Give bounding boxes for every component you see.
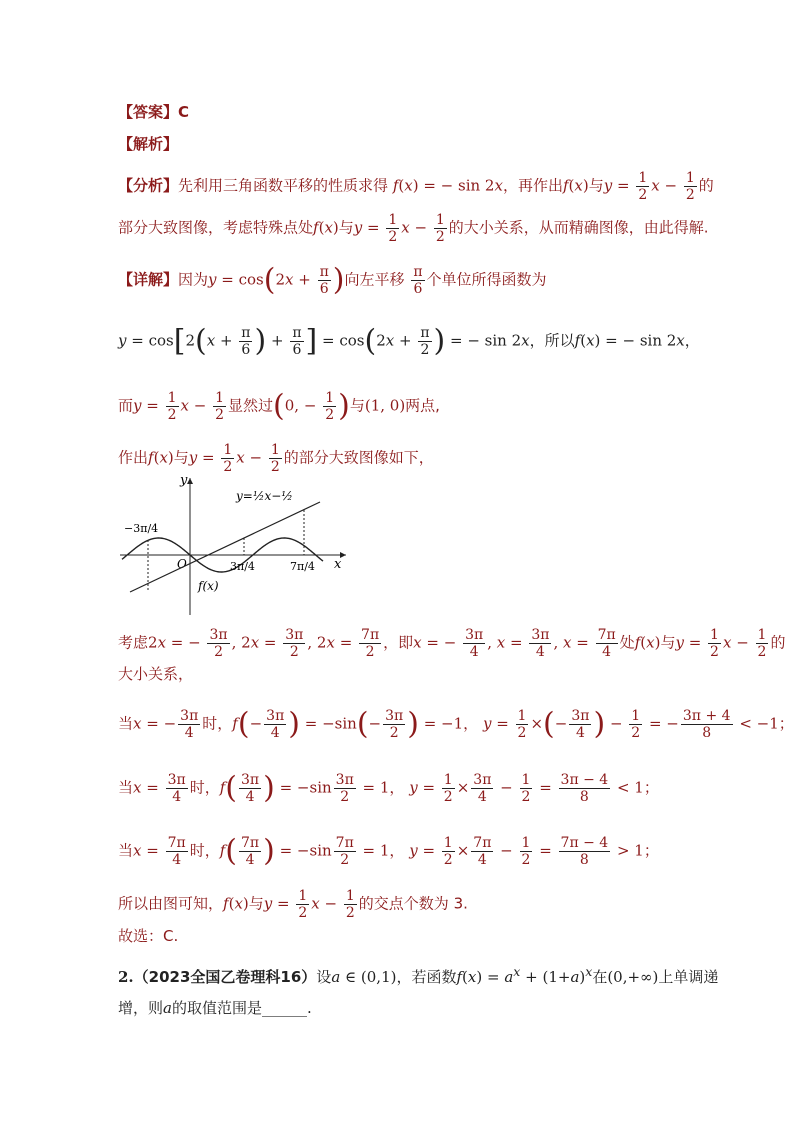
- problem-number: 2.: [118, 968, 134, 986]
- answer-label: 【答案】: [118, 103, 179, 121]
- fenxi-text-7: 的大小关系，从而精确图像，由此得解.: [448, 218, 709, 237]
- fenxi-text-2: ，再作出: [502, 176, 563, 195]
- tick-1-label: 3π/4: [230, 560, 255, 573]
- problem2-text-6: 的取值范围是: [171, 999, 262, 1017]
- xiangjie-text-3: 个单位所得函数为: [426, 270, 547, 289]
- case-3: 当x = $\frac{7\pi}{4}$ 时，f( $\frac{7\pi}{4}$ ) = −sin $\frac{7\pi}{2}$ = 1， y = $\frac{1}{2}$ × $\frac{7\pi}{4}$ − $\frac{1}{2}$ = $\frac{7\pi - 4}{8}$ > 1；: [118, 833, 659, 869]
- line7-text-1: 作出: [118, 448, 149, 467]
- fenxi-text-5: 部分大致图像，考虑特殊点处: [118, 218, 314, 237]
- problem-2-line-2: 增，则a的取值范围是______.: [118, 999, 312, 1017]
- line8-text-5: 的: [770, 633, 786, 652]
- case1-text-2: 时，: [202, 714, 233, 733]
- fenxi-text-1: 先利用三角函数平移的性质求得: [178, 176, 389, 195]
- consider-line: 考虑2x = − $\frac{3\pi}{2}$ , 2x = $\frac{3\pi}{2}$ , 2x = $\frac{7\pi}{2}$ ，即x = − $\frac{3\pi}{4}$ , x = $\frac{3\pi}{4}$ , x = $\frac{7\pi}{4}$ 处f(x)与y = $\frac{1}{2}$ x − $\frac{1}{2}$ 的: [118, 627, 786, 660]
- case-1: 当x = − $\frac{3\pi}{4}$ 时，f(− $\frac{3\pi}{4}$ ) = −sin(− $\frac{3\pi}{2}$ ) = −1， y = $\frac{1}{2}$ ×(− $\frac{3\pi}{4}$ ) − $\frac{1}{2}$ = − $\frac{3\pi + 4}{8}$ < −1；: [118, 706, 794, 742]
- case3-text-1: 当: [118, 841, 134, 860]
- problem2-text-2: ，若函数: [396, 968, 457, 986]
- problem-2-line-1: 2.（2023全国乙卷理科16）设a ∈ (0,1)，若函数$f(x) = a^x + (1+a)^x$在(0,+∞)上单调递: [118, 964, 719, 986]
- choose-line: 故选：C.: [118, 927, 179, 945]
- function-graph: [118, 470, 358, 618]
- case2-text-2: 时，: [189, 778, 220, 797]
- answer-blank[interactable]: ______.: [261, 999, 312, 1017]
- fenxi-text-4: 的: [698, 176, 714, 195]
- tick-neg-label: −3π/4: [124, 522, 159, 535]
- line6-text-1: 而: [118, 396, 134, 415]
- line8-text-2: ，即: [383, 633, 414, 652]
- conclusion-line: 所以由图可知，f(x)与y = $\frac{1}{2}$ x − $\frac{1}{2}$ 的交点个数为 3.: [118, 888, 468, 921]
- xiangjie-text-2: 向左平移: [344, 270, 405, 289]
- x-axis-label: x: [334, 557, 342, 572]
- analysis-label: 【解析】: [118, 135, 179, 153]
- y-axis-label: y: [180, 473, 188, 488]
- problem2-text-4: 上单调递: [658, 968, 719, 986]
- problem2-text-1: 设: [316, 968, 332, 986]
- case3-text-2: 时，: [189, 841, 220, 860]
- derivation-suffix: ，所以: [529, 331, 575, 350]
- answer-value: C: [178, 103, 190, 121]
- fenxi-text-3: 与: [588, 176, 604, 195]
- line-passes-points: 而y = $\frac{1}{2}$ x − $\frac{1}{2}$ 显然过(0, − $\frac{1}{2}$ )与(1, 0)两点,: [118, 388, 440, 424]
- draw-graph-line: 作出f(x)与y = $\frac{1}{2}$ x − $\frac{1}{2}$ 的部分大致图像如下，: [118, 442, 434, 475]
- line8-text-1: 考虑: [118, 633, 149, 652]
- xiangjie-text-1: 因为: [178, 270, 209, 289]
- conclusion-text-3: 的交点个数为 3.: [358, 894, 468, 913]
- line8-text-4: 与: [660, 633, 676, 652]
- fenxi-line-2: 部分大致图像，考虑特殊点处f(x)与y = $\frac{1}{2}$ x − $\frac{1}{2}$ 的大小关系，从而精确图像，由此得解.: [118, 212, 709, 245]
- case-2: 当x = $\frac{3\pi}{4}$ 时，f( $\frac{3\pi}{4}$ ) = −sin $\frac{3\pi}{2}$ = 1， y = $\frac{1}{2}$ × $\frac{3\pi}{4}$ − $\frac{1}{2}$ = $\frac{3\pi - 4}{8}$ < 1；: [118, 770, 659, 806]
- line-y-half-x: [130, 502, 320, 592]
- size-relation-line: 大小关系，: [118, 665, 194, 683]
- line6-text-2: 显然过: [228, 396, 274, 415]
- line6-text-4: 两点,: [405, 396, 440, 415]
- problem-source: （2023全国乙卷理科16）: [133, 968, 317, 986]
- conclusion-text-1: 所以由图可知，: [118, 894, 224, 913]
- derivation-line: y = cos[2(x + $\frac{\pi}{6}$ ) + $\frac{\pi}{6}$ ] = cos(2x + $\frac{\pi}{2}$ ) = − sin 2x，所以f(x) = − sin 2x，: [118, 323, 700, 359]
- problem2-text-5: 增，则: [118, 999, 164, 1017]
- tick-2-label: 7π/4: [290, 560, 315, 573]
- xiangjie-line-1: 【详解】因为y = cos(2x + $\frac{\pi}{6}$ )向左平移 $\frac{\pi}{6}$ 个单位所得函数为: [118, 262, 547, 298]
- fenxi-label: 【分析】: [118, 176, 179, 195]
- line7-text-3: 的部分大致图像如下，: [283, 448, 434, 467]
- fenxi-text-6: 与: [338, 218, 354, 237]
- line8-text-3: 处: [619, 633, 635, 652]
- xiangjie-label: 【详解】: [118, 270, 179, 289]
- case2-text-1: 当: [118, 778, 134, 797]
- case1-text-1: 当: [118, 714, 134, 733]
- curve-label: f(x): [198, 579, 219, 593]
- line-label: y=½x−½: [236, 489, 293, 503]
- fenxi-line-1: 【分析】先利用三角函数平移的性质求得 f(x) = − sin 2x，再作出f(x)与y = $\frac{1}{2}$ x − $\frac{1}{2}$ 的: [118, 170, 714, 203]
- conclusion-text-2: 与: [248, 894, 264, 913]
- origin-label: O: [177, 557, 187, 571]
- answer-line: [118, 102, 189, 122]
- problem2-text-3: 在: [592, 968, 608, 986]
- line7-text-2: 与: [173, 448, 189, 467]
- line6-text-3: 与: [349, 396, 365, 415]
